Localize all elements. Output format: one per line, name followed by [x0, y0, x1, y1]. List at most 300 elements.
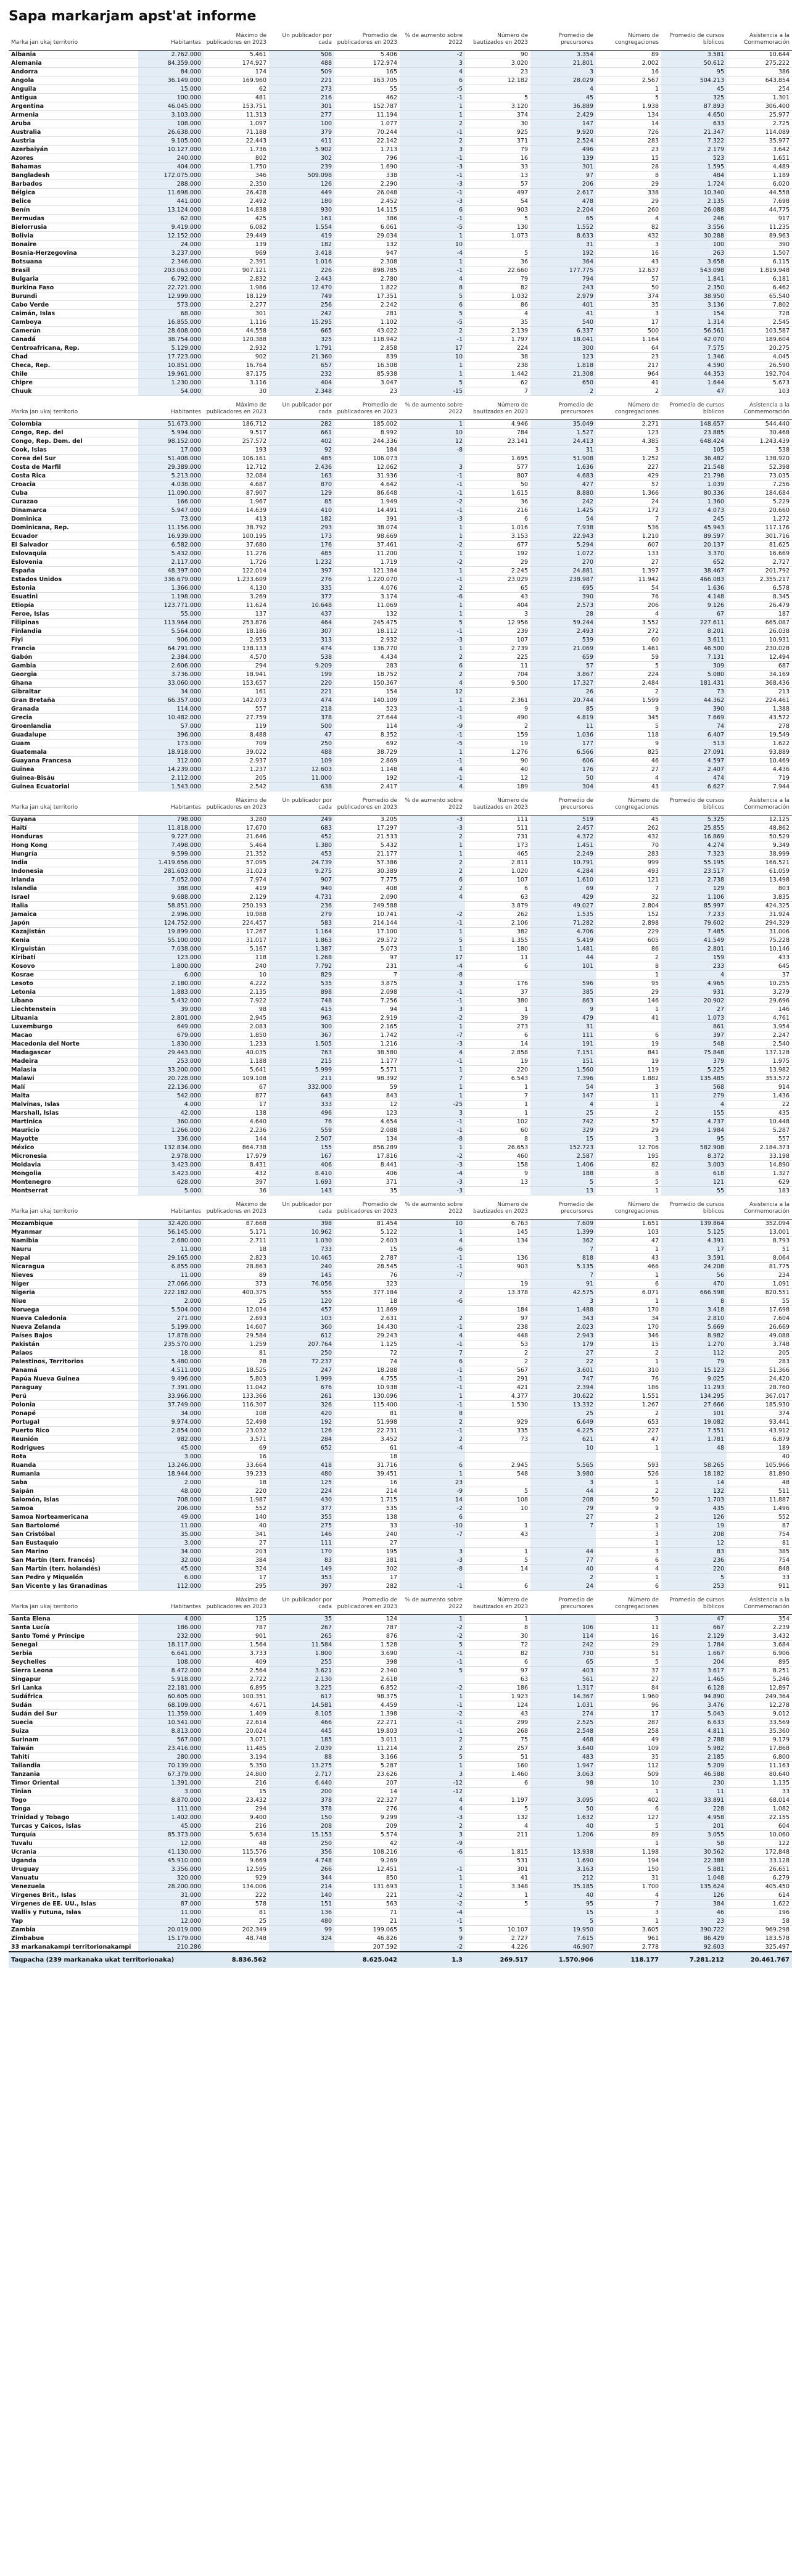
table-cell: 4.459	[334, 1701, 400, 1710]
table-cell: 2	[400, 833, 465, 841]
table-cell: 1.781	[661, 1435, 727, 1444]
table-cell: 453	[269, 850, 334, 859]
table-cell	[530, 1788, 596, 1796]
table-cell: 182	[269, 241, 334, 249]
table-cell: 719	[727, 774, 792, 783]
territory-name: Yap	[9, 1917, 138, 1926]
table-cell: 220	[204, 1487, 269, 1496]
table-cell: 244.336	[334, 437, 400, 446]
table-cell: 1.822	[334, 284, 400, 292]
territory-name: Chile	[9, 370, 138, 379]
table-cell: 2.417	[334, 783, 400, 791]
table-cell: 8.870.000	[138, 1796, 204, 1805]
table-cell: 9.400	[204, 1814, 269, 1822]
table-cell: -15	[400, 387, 465, 396]
table-cell	[465, 241, 530, 249]
table-cell: 14.607	[204, 1323, 269, 1332]
territory-name: Bulgaria	[9, 275, 138, 284]
table-cell: 30	[204, 387, 269, 396]
table-cell: 10.851.000	[138, 361, 204, 370]
territory-name: Suecia	[9, 1719, 138, 1727]
table-cell: 445	[269, 1727, 334, 1736]
table-cell: -9	[400, 722, 465, 731]
table-cell: 30.468	[727, 429, 792, 437]
table-row	[9, 463, 792, 472]
table-cell: 2.945	[204, 1014, 269, 1023]
territory-name: Francia	[9, 645, 138, 653]
table-cell: 2.436	[269, 463, 334, 472]
totals-cell: 1.570.906	[530, 1952, 596, 1968]
table-cell: 22	[727, 1100, 792, 1109]
table-cell: 2	[400, 1822, 465, 1831]
table-cell: 1	[465, 1891, 530, 1900]
territory-name: Georgia	[9, 671, 138, 679]
table-cell: 5	[596, 94, 661, 102]
table-cell: 1.317	[530, 1684, 596, 1693]
table-cell: 208	[661, 1530, 727, 1539]
table-cell: 2.727	[727, 558, 792, 567]
table-cell: 1.267	[596, 1401, 661, 1410]
table-cell: 6.407	[661, 731, 727, 740]
column-header: Un publicador por cada	[269, 1195, 334, 1220]
table-cell: 26.651	[727, 1865, 792, 1874]
table-cell: 2.524	[530, 137, 596, 146]
table-cell: 3	[530, 1479, 596, 1487]
table-cell: 211	[465, 1831, 530, 1839]
table-cell: 329	[530, 1126, 596, 1135]
table-cell: 1.198.000	[138, 593, 204, 601]
table-cell: 2.247	[727, 1031, 792, 1040]
table-cell: 695	[530, 584, 596, 593]
table-cell: -1	[400, 128, 465, 137]
territory-name: Kirguistán	[9, 945, 138, 954]
table-cell: 2.567	[596, 76, 661, 85]
table-cell: 30.622	[530, 1392, 596, 1401]
table-cell: 2	[400, 1736, 465, 1744]
table-cell: 1.360	[661, 498, 727, 506]
table-cell: 1.595	[661, 163, 727, 171]
table-cell: -1	[400, 171, 465, 180]
table-cell: 165	[334, 68, 400, 76]
table-cell: -1	[400, 1263, 465, 1271]
table-cell: 9.105.000	[138, 137, 204, 146]
table-cell: 7.485	[661, 928, 727, 936]
table-cell: 146	[269, 1530, 334, 1539]
table-cell: 5.881	[661, 1865, 727, 1874]
territory-name: San Bartolomé	[9, 1522, 138, 1530]
table-cell: 36	[465, 498, 530, 506]
table-cell: 239	[465, 627, 530, 636]
table-cell	[204, 1943, 269, 1952]
table-cell: 224.457	[204, 919, 269, 928]
table-cell: 2.407	[661, 766, 727, 774]
table-cell: 9.669	[204, 1857, 269, 1865]
territory-name: Gran Bretaña	[9, 696, 138, 705]
table-cell: 4.570	[204, 653, 269, 662]
table-cell	[465, 1245, 530, 1254]
table-cell: 1.690	[530, 1857, 596, 1865]
table-row	[9, 1710, 792, 1719]
table-cell: 633	[661, 120, 727, 128]
table-cell: 17.351	[334, 292, 400, 301]
table-cell: 1.986	[204, 284, 269, 292]
table-cell: 44.775	[727, 206, 792, 215]
table-cell: 4.590	[661, 361, 727, 370]
table-row	[9, 1271, 792, 1280]
table-cell: 38.580	[334, 1049, 400, 1057]
table-row	[9, 1505, 792, 1513]
table-cell: 51	[596, 1649, 661, 1658]
table-cell: 3.011	[334, 1736, 400, 1744]
table-cell: 300	[530, 344, 596, 353]
table-cell: 1	[400, 1083, 465, 1092]
table-cell: 9.269	[334, 1857, 400, 1865]
table-cell: 18.941	[204, 671, 269, 679]
table-cell: 185	[269, 1736, 334, 1744]
table-cell: 32.420.000	[138, 1220, 204, 1228]
table-row	[9, 1848, 792, 1857]
table-cell: 45	[661, 85, 727, 94]
table-cell: 64.791.000	[138, 645, 204, 653]
table-cell: 474	[269, 696, 334, 705]
table-cell: 2.129	[661, 1632, 727, 1641]
table-cell: 12.470	[269, 284, 334, 292]
table-cell: 33.664	[204, 1461, 269, 1470]
table-cell: 216	[204, 1779, 269, 1788]
territory-name: Estados Unidos	[9, 576, 138, 584]
table-cell: -1	[400, 154, 465, 163]
territory-name: Granada	[9, 705, 138, 714]
table-row	[9, 1805, 792, 1814]
table-cell: 118	[596, 731, 661, 740]
table-cell: 3.120	[465, 102, 530, 111]
table-cell: 895	[727, 1658, 792, 1667]
table-cell: 2.545	[727, 318, 792, 327]
table-cell: 4.946	[465, 420, 530, 429]
table-cell: 85.938	[334, 370, 400, 379]
table-cell: 4	[400, 1796, 465, 1805]
table-cell: 274	[530, 1710, 596, 1719]
table-cell: 216	[269, 94, 334, 102]
territory-name: Barbados	[9, 180, 138, 189]
table-cell: 1	[465, 1615, 530, 1624]
table-cell: 29	[596, 1641, 661, 1649]
table-cell: 5.504.000	[138, 1306, 204, 1315]
table-cell: 85	[269, 498, 334, 506]
territory-name: Mongolia	[9, 1170, 138, 1178]
territory-name: Vanuatu	[9, 1874, 138, 1883]
table-cell: 1.551	[596, 1392, 661, 1401]
table-cell: 76.056	[269, 1280, 334, 1289]
table-cell: 5.213.000	[138, 472, 204, 481]
table-cell: 109.108	[204, 1075, 269, 1083]
table-cell: 5.000	[138, 1187, 204, 1195]
territory-name: Saipán	[9, 1487, 138, 1496]
table-cell: -7	[400, 1530, 465, 1539]
table-cell: 7.775	[334, 876, 400, 885]
table-cell: 27	[596, 1675, 661, 1684]
table-cell: 19	[661, 1522, 727, 1530]
table-cell: 58.851.000	[138, 902, 204, 910]
table-cell: 496	[530, 146, 596, 154]
table-cell: 41.549	[661, 936, 727, 945]
table-row	[9, 506, 792, 515]
table-cell: 1.819.948	[727, 266, 792, 275]
table-cell: 6.633	[661, 1719, 727, 1727]
table-cell: 6.543	[465, 1075, 530, 1083]
table-cell: 8	[596, 1170, 661, 1178]
column-header: % de aumento sobre 2022	[400, 1195, 465, 1220]
table-cell: 19	[596, 1057, 661, 1066]
table-cell: 44.362	[661, 696, 727, 705]
table-row	[9, 1719, 792, 1727]
table-cell: 543.098	[661, 266, 727, 275]
table-cell: -1	[400, 266, 465, 275]
table-cell: 2	[400, 867, 465, 876]
table-cell: -2	[400, 1710, 465, 1719]
table-cell: 12.999.000	[138, 292, 204, 301]
table-cell: 270	[530, 558, 596, 567]
table-cell: 189	[727, 1444, 792, 1453]
table-cell: 43	[596, 258, 661, 266]
table-cell: 1.528	[334, 1641, 400, 1649]
table-cell: 43.572	[727, 714, 792, 722]
table-cell: 211	[269, 1075, 334, 1083]
table-cell: 22.136.000	[138, 1083, 204, 1092]
table-cell: 19.961.000	[138, 370, 204, 379]
table-cell: 1.960	[596, 1693, 661, 1701]
territory-name: Mauricio	[9, 1126, 138, 1135]
table-cell: 283	[596, 850, 661, 859]
territory-name: Papúa Nueva Guinea	[9, 1375, 138, 1384]
territory-name: Cuba	[9, 489, 138, 498]
table-cell: 60	[596, 636, 661, 645]
table-cell: 614	[727, 1891, 792, 1900]
table-cell: 794	[530, 275, 596, 284]
table-row	[9, 885, 792, 893]
column-header: Un publicador por cada	[269, 30, 334, 51]
table-cell: 268	[465, 1727, 530, 1736]
table-cell: 3.684	[727, 1641, 792, 1649]
table-cell: 2.484	[596, 679, 661, 688]
column-header: Promedio de publicadores en 2023	[334, 1591, 400, 1615]
territory-name: Kenia	[9, 936, 138, 945]
table-cell: 377	[269, 1505, 334, 1513]
table-cell: 18.041	[530, 336, 596, 344]
table-row	[9, 249, 792, 258]
table-row	[9, 1109, 792, 1118]
table-row	[9, 1228, 792, 1237]
table-cell: 12.956	[465, 619, 530, 627]
table-row	[9, 344, 792, 353]
table-cell: 559	[269, 1126, 334, 1135]
table-cell: 388.000	[138, 885, 204, 893]
table-row	[9, 1083, 792, 1092]
table-cell: 67	[661, 610, 727, 619]
table-cell: -4	[400, 1444, 465, 1453]
table-row	[9, 653, 792, 662]
table-row	[9, 327, 792, 336]
territory-name: Polonia	[9, 1401, 138, 1410]
table-cell	[465, 1271, 530, 1280]
table-cell: 1.097	[204, 120, 269, 128]
table-cell: 36	[204, 1187, 269, 1195]
table-cell: 1.622	[727, 1900, 792, 1909]
table-cell: 2.762.000	[138, 51, 204, 59]
table-cell: 5	[465, 1556, 530, 1565]
data-section	[9, 51, 792, 396]
table-cell: 294	[204, 662, 269, 671]
table-cell: 38.754.000	[138, 336, 204, 344]
table-cell: 19.082	[661, 1418, 727, 1427]
table-cell: 4.965	[661, 980, 727, 988]
table-cell: 2.179	[661, 146, 727, 154]
table-row	[9, 1693, 792, 1701]
table-cell: 481	[204, 94, 269, 102]
table-row	[9, 455, 792, 463]
table-cell: 8.372	[661, 1152, 727, 1161]
table-cell: 23.517	[661, 867, 727, 876]
table-cell	[400, 1574, 465, 1582]
table-cell: 59	[334, 1083, 400, 1092]
table-cell: 90	[465, 757, 530, 766]
table-cell: 7	[400, 1075, 465, 1083]
table-cell: 728	[727, 310, 792, 318]
table-row	[9, 859, 792, 867]
territory-name: Gambia	[9, 662, 138, 671]
table-cell: 4	[661, 971, 727, 980]
table-cell: 1.507	[727, 249, 792, 258]
table-cell: -9	[400, 1487, 465, 1496]
table-cell: 192	[530, 249, 596, 258]
table-cell: 18.288	[334, 1366, 400, 1375]
table-cell: 1.039	[661, 481, 727, 489]
territory-name: Tuvalu	[9, 1839, 138, 1848]
table-cell: 92.603	[661, 1943, 727, 1952]
table-cell: 142.073	[204, 696, 269, 705]
table-cell: 123	[530, 353, 596, 361]
table-cell: 225	[465, 653, 530, 662]
table-cell: 191	[530, 1040, 596, 1049]
territory-name: Ecuador	[9, 532, 138, 541]
table-cell: 6.440	[269, 1779, 334, 1788]
table-cell: 79.602	[661, 919, 727, 928]
table-cell: 17	[204, 1574, 269, 1582]
table-cell: 396.000	[138, 731, 204, 740]
table-cell: 648.424	[661, 437, 727, 446]
table-row	[9, 1891, 792, 1900]
table-cell: 17	[661, 1245, 727, 1254]
table-cell: 2.801	[661, 945, 727, 954]
table-cell: 230.028	[727, 645, 792, 653]
table-cell: 5.565	[530, 1461, 596, 1470]
table-cell: 1.020	[465, 867, 530, 876]
territory-name: Chuuk	[9, 387, 138, 396]
table-cell: 82	[596, 223, 661, 232]
table-cell: 1.327	[727, 1170, 792, 1178]
table-cell: 7.802	[727, 301, 792, 310]
table-cell: 2.088	[334, 1126, 400, 1135]
table-cell: 33.128	[727, 1857, 792, 1865]
table-cell: 807	[465, 472, 530, 481]
table-cell: 25	[204, 1297, 269, 1306]
table-cell: 1	[400, 524, 465, 532]
table-cell: 413	[204, 515, 269, 524]
table-cell: 188	[530, 1170, 596, 1178]
table-cell: 89	[596, 51, 661, 59]
table-cell: 2.165	[334, 1023, 400, 1031]
table-cell: 1.077	[334, 120, 400, 128]
table-cell: -1	[400, 336, 465, 344]
territory-name: Italia	[9, 902, 138, 910]
table-cell: 22.443	[204, 137, 269, 146]
table-cell: 26.038	[727, 627, 792, 636]
table-cell: 13.938	[530, 1848, 596, 1857]
table-cell: 2.239	[727, 1624, 792, 1632]
table-cell: -2	[400, 1943, 465, 1952]
table-cell: 474	[661, 774, 727, 783]
table-cell: 126	[269, 180, 334, 189]
table-cell: 4.748	[269, 1857, 334, 1865]
table-cell: 404	[269, 379, 334, 387]
table-cell: 18.186	[204, 627, 269, 636]
table-cell: 136	[465, 1254, 530, 1263]
table-cell: 95	[596, 980, 661, 988]
table-cell: 1.975	[727, 1057, 792, 1066]
table-row	[9, 1934, 792, 1943]
table-cell: 612	[269, 1332, 334, 1340]
table-row	[9, 310, 792, 318]
table-cell: 93.889	[727, 748, 792, 757]
table-cell: 3.748	[727, 1340, 792, 1349]
table-cell: 108.000	[138, 120, 204, 128]
table-cell: 71.188	[204, 128, 269, 137]
table-cell: 263	[661, 249, 727, 258]
totals-cell: 8.836.562	[204, 1952, 269, 1968]
table-cell: 18	[204, 1245, 269, 1254]
table-cell: 2.350	[204, 180, 269, 189]
territory-name: Malvinas, Islas	[9, 1100, 138, 1109]
table-cell: 186.712	[204, 420, 269, 429]
table-cell: 1.736	[204, 146, 269, 154]
territory-name: Dinamarca	[9, 506, 138, 515]
table-cell: 313	[269, 636, 334, 645]
table-cell: 86	[465, 301, 530, 310]
table-cell: 404.000	[138, 163, 204, 171]
table-cell: 2	[530, 1574, 596, 1582]
table-cell: 9.688.000	[138, 893, 204, 902]
table-cell: 1.703	[661, 1496, 727, 1505]
table-cell: 6.566	[530, 748, 596, 757]
table-cell: 304	[530, 783, 596, 791]
table-cell: 1.032	[465, 292, 530, 301]
table-cell	[400, 455, 465, 463]
table-cell: -4	[400, 1170, 465, 1178]
table-cell: 29.034	[334, 232, 400, 241]
table-cell: 3.205	[334, 815, 400, 824]
table-cell: 22.614	[204, 1719, 269, 1727]
table-cell: 65	[465, 584, 530, 593]
territory-name: Perú	[9, 1392, 138, 1401]
table-cell: 50.612	[661, 59, 727, 68]
table-cell: 3.980	[530, 1470, 596, 1479]
table-cell: 3.280	[204, 815, 269, 824]
table-cell: 49.088	[727, 1332, 792, 1340]
table-row	[9, 189, 792, 197]
table-cell: 3.835	[727, 893, 792, 902]
table-cell: 1	[400, 111, 465, 120]
table-row	[9, 1779, 792, 1788]
